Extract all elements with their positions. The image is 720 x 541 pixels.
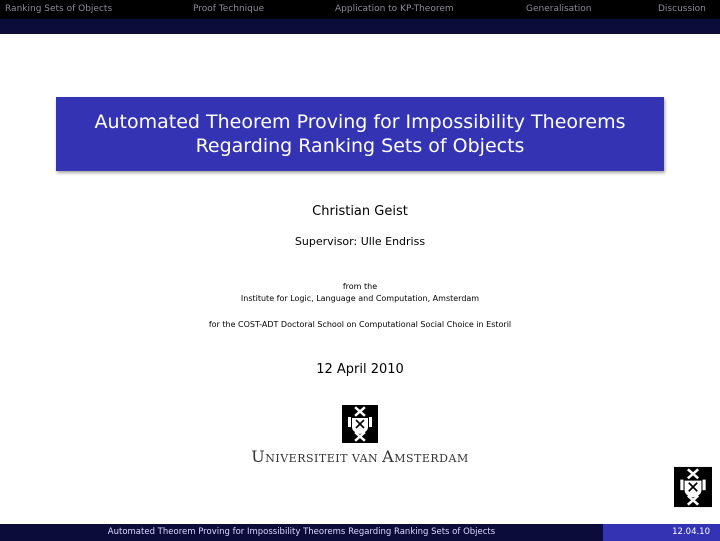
uva-corner-crest-icon: [674, 466, 712, 508]
section-navigation-bar: [0, 0, 720, 19]
nav-item-application-kp[interactable]: Application to KP-Theorem: [335, 4, 454, 14]
nav-item-ranking-sets[interactable]: Ranking Sets of Objects: [5, 4, 113, 14]
affiliation-school: for the COST-ADT Doctoral School on Computational Social Choice in Estoril: [208, 320, 512, 329]
footer-bar: [0, 524, 720, 541]
header-subbar: [0, 19, 720, 34]
affiliation-institute: Institute for Logic, Language and Computation, Amsterdam: [240, 294, 480, 303]
title-line-2: Regarding Ranking Sets of Objects: [195, 135, 525, 157]
university-name: UNIVERSITEIT VAN AMSTERDAM: [251, 447, 469, 466]
title-line-1: Automated Theorem Proving for Impossibility Theorems: [94, 111, 626, 133]
nav-item-discussion[interactable]: Discussion: [658, 4, 706, 14]
nav-item-generalisation[interactable]: Generalisation: [526, 4, 592, 14]
presentation-date: 12 April 2010: [316, 362, 404, 377]
footer-date: 12.04.10: [603, 524, 720, 541]
uva-crest-icon: [342, 405, 378, 443]
footer-title: Automated Theorem Proving for Impossibility Theorems Regarding Ranking Sets of Objects: [0, 524, 603, 541]
affiliation-from: from the: [342, 282, 378, 291]
supervisor: Supervisor: Ulle Endriss: [294, 235, 426, 248]
title-box: [56, 97, 664, 171]
author-name: Christian Geist: [312, 204, 408, 219]
nav-item-proof-technique[interactable]: Proof Technique: [193, 4, 265, 14]
